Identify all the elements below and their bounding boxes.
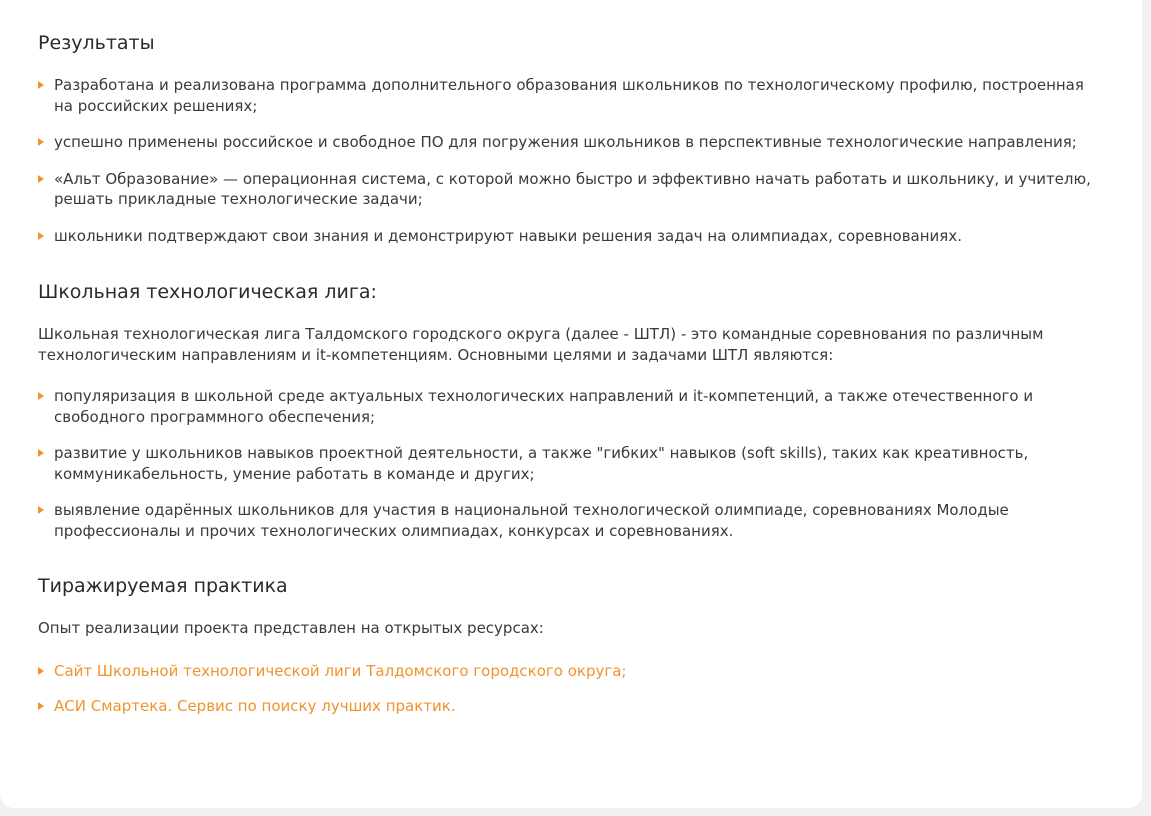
list-item: [38, 132, 1104, 153]
results-heading: Результаты: [38, 32, 155, 54]
triangle-bullet-icon: [38, 702, 44, 710]
league-goals-list: [38, 386, 1104, 541]
league-intro: Школьная технологическая лига Талдомского городского округа (далее - ШТЛ) - это командные соревнования по различным технологическим направлениям и it-компетенциям. Основными целями и задачами ШТЛ являются:: [38, 325, 1044, 364]
smarteka-link[interactable]: АСИ Смартека. Сервис по поиску лучших практик.: [54, 697, 456, 715]
practice-intro: Опыт реализации проекта представлен на открытых ресурсах:: [38, 619, 544, 637]
league-heading: Школьная технологическая лига:: [38, 281, 377, 303]
results-list: [38, 75, 1104, 246]
league-section: [38, 279, 1104, 541]
practice-links-list: [38, 661, 1104, 717]
triangle-bullet-icon: [38, 232, 44, 240]
triangle-bullet-icon: [38, 392, 44, 400]
results-section: [38, 30, 1104, 246]
list-item: [38, 386, 1104, 427]
list-item: [38, 169, 1104, 210]
list-item-text: выявление одарённых школьников для участия в национальной технологической олимпиаде, соревнованиях Молодые профессионалы и прочих технологических олимпиадах, конкурсах и соревнованиях.: [54, 501, 1009, 540]
triangle-bullet-icon: [38, 506, 44, 514]
list-item-text: «Альт Образование» — операционная система, с которой можно быстро и эффективно начать работать и школьнику, и учителю, решать прикладные технологические задачи;: [54, 169, 1091, 208]
list-item: [38, 75, 1104, 116]
triangle-bullet-icon: [38, 449, 44, 457]
triangle-bullet-icon: [38, 667, 44, 675]
list-item-text: популяризация в школьной среде актуальных технологических направлений и it-компетенций, а также отечественного и свободного программного обеспечения;: [54, 387, 1034, 426]
list-item: [38, 661, 1104, 682]
list-item-text: успешно применены российское и свободное ПО для погружения школьников в перспективные технологические направления;: [54, 133, 1077, 151]
list-item: [38, 500, 1104, 541]
list-item: [38, 696, 1104, 717]
league-site-link[interactable]: Сайт Школьной технологической лиги Талдомского городского округа;: [54, 661, 627, 680]
list-item-text: Разработана и реализована программа дополнительного образования школьников по технологическому профилю, построенная на российских решениях;: [54, 76, 1084, 115]
practice-section: [38, 573, 1104, 717]
list-item-text: развитие у школьников навыков проектной деятельности, а также "гибких" навыков (soft skills), таких как креативность, коммуникабельность, умение работать в команде и других;: [54, 444, 1029, 483]
list-item: [38, 443, 1104, 484]
practice-heading: Тиражируемая практика: [38, 575, 288, 597]
triangle-bullet-icon: [38, 138, 44, 146]
list-item: [38, 226, 1104, 247]
triangle-bullet-icon: [38, 175, 44, 183]
list-item-text: школьники подтверждают свои знания и демонстрируют навыки решения задач на олимпиадах, соревнованиях.: [54, 226, 962, 245]
triangle-bullet-icon: [38, 81, 44, 89]
